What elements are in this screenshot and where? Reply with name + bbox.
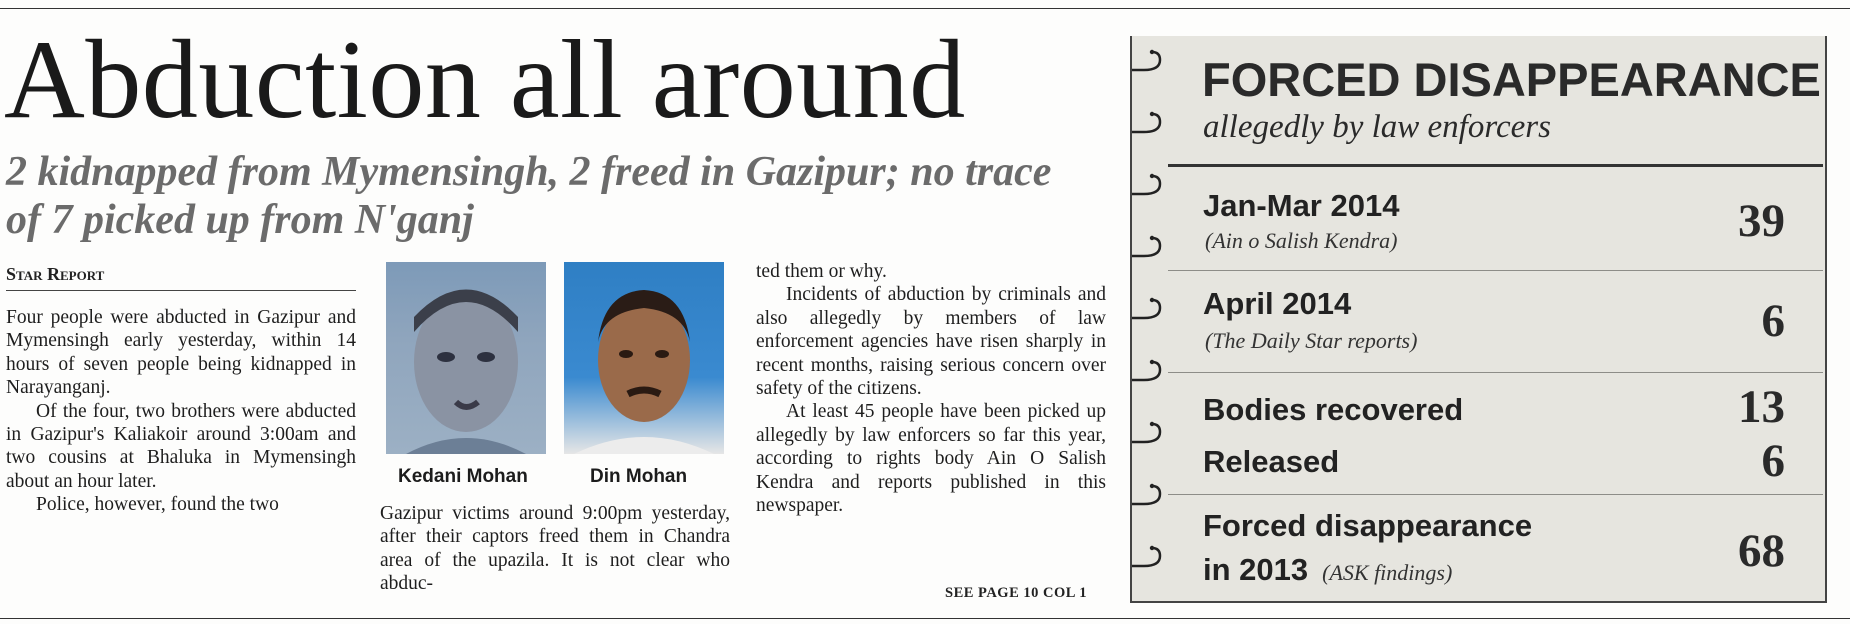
spiral-ring — [1130, 544, 1170, 574]
row-label-text: in 2013 — [1203, 552, 1309, 587]
article-column-3 — [756, 260, 1106, 517]
article-column-2 — [380, 502, 730, 596]
row-label: April 2014 — [1203, 286, 1352, 321]
paragraph: At least 45 people have been picked up allegedly by law enforcers so far this year, according to rights body Ain O Salish Kendra and reports published in this newspaper. — [756, 401, 1106, 517]
bottom-rule — [0, 618, 1850, 619]
continuation-link[interactable]: SEE PAGE 10 COL 1 — [945, 585, 1087, 601]
spiral-ring — [1130, 358, 1170, 388]
row-label-line2 — [1203, 552, 1452, 591]
row-note: (ASK findings) — [1322, 560, 1453, 585]
spiral-ring — [1130, 296, 1170, 326]
headline: Abduction all around — [4, 18, 966, 142]
row-divider — [1168, 270, 1823, 271]
row-divider — [1168, 494, 1823, 495]
byline — [6, 264, 356, 285]
photo-din-mohan — [564, 262, 724, 454]
row-value: 6 — [1761, 295, 1785, 347]
sidebar-title: FORCED DISAPPEARANCE — [1202, 53, 1821, 106]
row-value: 39 — [1738, 195, 1785, 247]
spiral-ring — [1130, 110, 1170, 140]
row-note: (Ain o Salish Kendra) — [1205, 228, 1398, 253]
row-note: (The Daily Star reports) — [1205, 328, 1418, 353]
paragraph: Gazipur victims around 9:00pm yesterday, after their captors freed them in Chandra area of the upazila. It is not clear who abduc- — [380, 503, 730, 595]
row-label: Forced disappearance — [1203, 508, 1533, 543]
byline-text: Star Report — [6, 264, 105, 284]
spiral-ring — [1130, 420, 1170, 450]
paragraph: Of the four, two brothers were abducted in Gazipur's Kaliakoir around 3:00am and two cousins at Bhaluka in Mymensingh about an hour later. — [6, 400, 356, 492]
spiral-ring — [1130, 234, 1170, 264]
photo-caption: Din Mohan — [590, 466, 688, 487]
row-value: 13 — [1738, 381, 1785, 433]
photo-kedani-mohan — [386, 262, 546, 454]
sidebar-title-divider — [1168, 164, 1823, 167]
article-column-1 — [6, 306, 356, 517]
byline-divider — [6, 290, 356, 291]
row-label: Bodies recovered — [1203, 392, 1464, 427]
paragraph: ted them or why. — [756, 261, 887, 282]
top-rule — [0, 8, 1850, 9]
sidebar-subtitle: allegedly by law enforcers — [1203, 109, 1551, 145]
spiral-ring — [1130, 48, 1170, 78]
row-value: 68 — [1738, 525, 1785, 577]
paragraph: Four people were abducted in Gazipur and Mymensingh early yesterday, within 14 hours of seven people being kidnapped in Narayanganj. — [6, 307, 356, 399]
row-label: Jan-Mar 2014 — [1203, 188, 1400, 223]
paragraph: Police, however, found the two — [36, 494, 279, 516]
spiral-ring — [1130, 482, 1170, 512]
spiral-ring — [1130, 172, 1170, 202]
row-divider — [1168, 372, 1823, 373]
paragraph: Incidents of abduction by criminals and also allegedly by members of law enforcement agencies have risen sharply in recent months, raising serious concern over safety of the citizens. — [756, 284, 1106, 400]
photo-caption: Kedani Mohan — [398, 466, 528, 487]
row-label: Released — [1203, 444, 1340, 479]
row-value: 6 — [1761, 435, 1785, 487]
subheadline: 2 kidnapped from Mymensingh, 2 freed in Gazipur; no trace of 7 picked up from N'ganj — [6, 149, 1052, 243]
